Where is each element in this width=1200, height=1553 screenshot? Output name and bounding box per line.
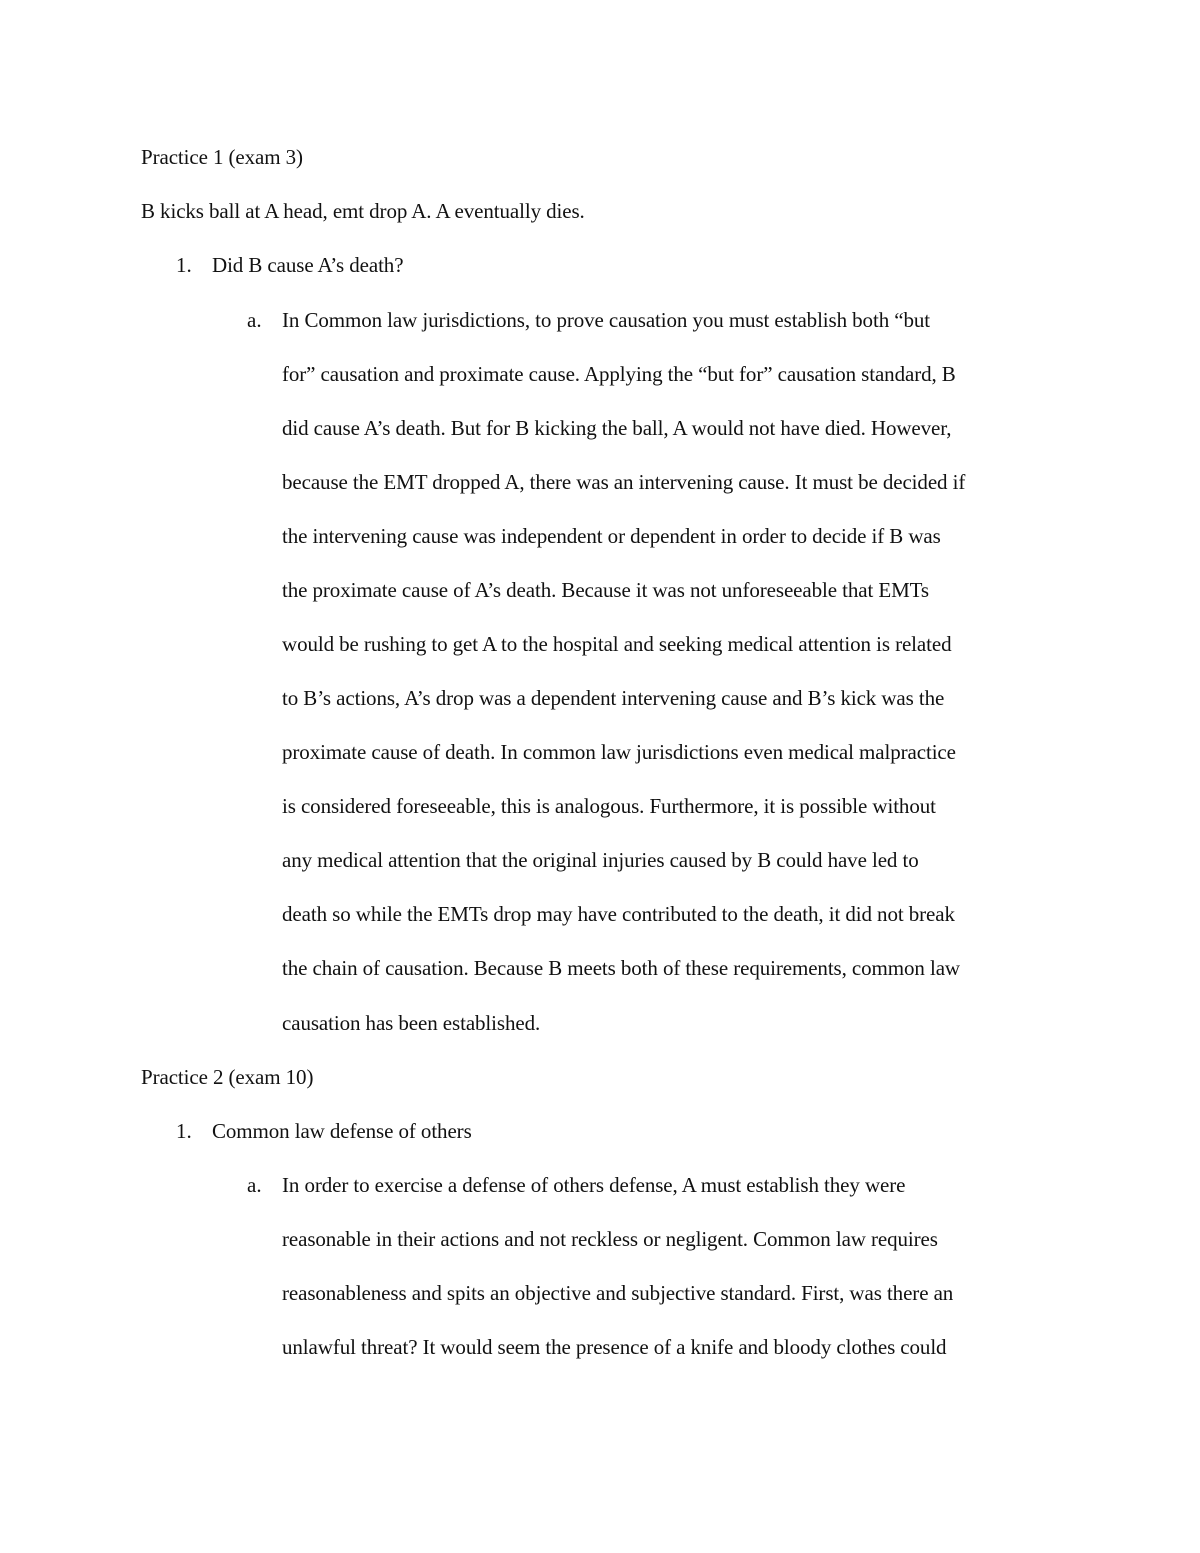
section-heading-practice-1: Practice 1 (exam 3): [141, 145, 303, 169]
answer-line-3: did cause A’s death. But for B kicking the ball, A would not have died. However,: [282, 416, 952, 440]
sub-list-letter: a.: [247, 308, 262, 332]
answer-line-13: the chain of causation. Because B meets both of these requirements, common law: [282, 956, 960, 980]
answer-line-7: would be rushing to get A to the hospital and seeking medical attention is related: [282, 632, 952, 656]
answer-line-11: any medical attention that the original injuries caused by B could have led to: [282, 848, 919, 872]
sub-list-letter: a.: [247, 1173, 262, 1197]
answer-line-1: In order to exercise a defense of others defense, A must establish they were: [282, 1173, 906, 1197]
answer-line-8: to B’s actions, A’s drop was a dependent intervening cause and B’s kick was the: [282, 686, 945, 710]
answer-line-14: causation has been established.: [282, 1011, 541, 1035]
answer-line-5: the intervening cause was independent or dependent in order to decide if B was: [282, 524, 941, 548]
answer-line-6: the proximate cause of A’s death. Because it was not unforeseeable that EMTs: [282, 578, 929, 602]
answer-line-4: unlawful threat? It would seem the presence of a knife and bloody clothes could: [282, 1335, 947, 1359]
facts-paragraph: B kicks ball at A head, emt drop A. A eventually dies.: [141, 199, 585, 223]
answer-line-2: for” causation and proximate cause. Applying the “but for” causation standard, B: [282, 362, 956, 386]
list-number: 1.: [176, 1119, 192, 1143]
answer-line-9: proximate cause of death. In common law jurisdictions even medical malpractice: [282, 740, 956, 764]
answer-line-1: In Common law jurisdictions, to prove causation you must establish both “but: [282, 308, 930, 332]
section-heading-practice-2: Practice 2 (exam 10): [141, 1065, 314, 1089]
answer-line-2: reasonable in their actions and not reckless or negligent. Common law requires: [282, 1227, 938, 1251]
answer-line-12: death so while the EMTs drop may have contributed to the death, it did not break: [282, 902, 955, 926]
answer-line-3: reasonableness and spits an objective and subjective standard. First, was there an: [282, 1281, 954, 1305]
list-item-question: Did B cause A’s death?: [212, 253, 404, 277]
list-number: 1.: [176, 253, 192, 277]
list-item-topic: Common law defense of others: [212, 1119, 472, 1143]
answer-line-4: because the EMT dropped A, there was an intervening cause. It must be decided if: [282, 470, 966, 494]
answer-line-10: is considered foreseeable, this is analogous. Furthermore, it is possible without: [282, 794, 936, 818]
